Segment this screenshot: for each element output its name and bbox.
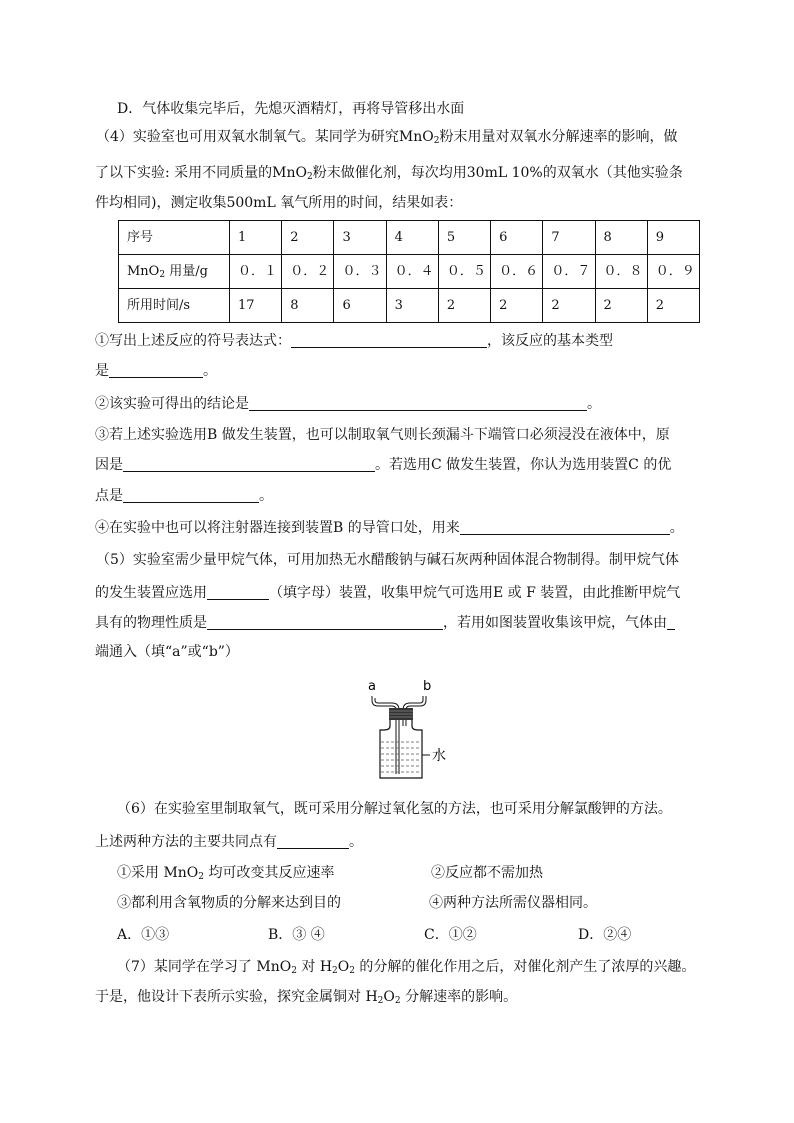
q5-line-4: 端通入（填“a”或“b”） xyxy=(95,644,239,660)
q4-sub3-line-1: ③若上述实验选用B 做发生装置，也可以制取氧气则长颈漏斗下端管口必须浸没在液体中，原 xyxy=(95,427,670,443)
table-cell: 9 xyxy=(647,221,699,255)
answer-blank[interactable] xyxy=(123,488,259,503)
table-cell: 1 xyxy=(230,221,282,255)
table-cell: 3 xyxy=(334,221,386,255)
q7-line-1: （7）某同学在学习了 MnO$_2$ 对 $H_2O_2$ 的分解的催化作用之后，对催化剂产生了浓厚的兴趣。 xyxy=(117,959,696,976)
table-cell: ０．５ xyxy=(438,255,490,289)
table-cell: 3 xyxy=(386,289,438,323)
answer-blank[interactable] xyxy=(123,457,375,472)
q5-line-2: 的发生装置应选用 （填字母）装置，收集甲烷气可选用E 或 F 装置，由此推断甲烷气 xyxy=(95,585,681,601)
table-cell: ０．６ xyxy=(491,255,543,289)
table-cell: 2 xyxy=(595,289,647,323)
q4-intro-line-3: 件均相同)，测定收集500mL 氧气所用的时间，结果如表： xyxy=(95,195,463,211)
table-cell: ０．１ xyxy=(230,255,282,289)
q4-intro-line-1: （4）实验室也可用双氧水制氧气。某同学为研究MnO$_2$粉末用量对双氧水分解速率的影响，做 xyxy=(96,129,678,146)
table-cell: 17 xyxy=(230,289,282,323)
table-time-label: 所用时间/s xyxy=(119,289,230,323)
table-row-index xyxy=(119,221,700,255)
q6-line-2: 上述两种方法的主要共同点有 。 xyxy=(95,834,363,850)
q4-sub1-line-1: ①写出上述反应的符号表达式： ，该反应的基本类型 xyxy=(95,333,613,349)
q6-option-4: ④两种方法所需仪器相同。 xyxy=(429,895,597,911)
table-row-mass xyxy=(119,255,700,289)
table-cell: 2 xyxy=(647,289,699,323)
option-d: D．气体收集完毕后，先熄灭酒精灯，再将导管移出水面 xyxy=(117,101,465,117)
table-cell: ０．９ xyxy=(647,255,699,289)
q4-intro-line-2: 了以下实验: 采用不同质量的MnO$_2$粉末做催化剂，每次均用30mL 10%的双氧水（其他实验条 xyxy=(95,165,683,182)
choice-c[interactable]: C．①② xyxy=(424,927,477,943)
table-cell: ０．８ xyxy=(595,255,647,289)
q5-line-3: 具有的物理性质是 ，若用如图装置收集该甲烷，气体由 xyxy=(95,615,675,630)
table-mass-label: MnO$_2$ 用量/g xyxy=(119,255,230,289)
table-row-time xyxy=(119,289,700,323)
table-header-label: 序号 xyxy=(119,221,230,255)
q6-option-1: ①采用 MnO$_2$ 均可改变其反应速率 xyxy=(117,865,335,882)
tube-b-label: b xyxy=(423,679,432,694)
table-cell: 7 xyxy=(543,221,595,255)
table-cell: 2 xyxy=(491,289,543,323)
answer-blank[interactable] xyxy=(207,585,269,600)
q5-line-1: （5）实验室需少量甲烷气体，可用加热无水醋酸钠与碱石灰两种固体混合物制得。制甲烷气体 xyxy=(96,552,679,568)
table-cell: 5 xyxy=(438,221,490,255)
q4-sub3-line-3: 点是 。 xyxy=(95,488,273,504)
answer-blank[interactable] xyxy=(667,615,675,630)
table-cell: 6 xyxy=(491,221,543,255)
answer-blank[interactable] xyxy=(249,396,587,411)
table-cell: 2 xyxy=(282,221,334,255)
answer-blank[interactable] xyxy=(109,363,203,378)
table-cell: ０．２ xyxy=(282,255,334,289)
rubber-stopper xyxy=(389,708,413,720)
water-label: 水 xyxy=(432,748,446,764)
tube-a-label: a xyxy=(368,679,376,694)
mno2-data-table xyxy=(118,220,700,323)
answer-blank[interactable] xyxy=(291,333,487,348)
table-cell: 8 xyxy=(282,289,334,323)
tube-a xyxy=(372,696,399,774)
table-cell: ０．７ xyxy=(543,255,595,289)
choice-a[interactable]: A．①③ xyxy=(117,927,170,943)
q6-line-1: （6）在实验室里制取氧气，既可采用分解过氧化氢的方法，也可采用分解氯酸钾的方法。 xyxy=(117,801,672,817)
answer-blank[interactable] xyxy=(207,615,443,630)
q6-option-3: ③都利用含氧物质的分解来达到目的 xyxy=(117,895,341,911)
q6-option-2: ②反应都不需加热 xyxy=(431,865,543,881)
q7-line-2: 于是，他设计下表所示实验，探究金属铜对 $H_2O_2$ 分解速率的影响。 xyxy=(95,989,518,1006)
bottle xyxy=(380,720,422,778)
gas-bottle-diagram xyxy=(360,676,470,786)
q4-sub1-line-2: 是 。 xyxy=(95,363,217,379)
water xyxy=(381,742,421,772)
answer-blank[interactable] xyxy=(277,834,349,849)
table-cell: 4 xyxy=(386,221,438,255)
table-cell: 2 xyxy=(438,289,490,323)
choice-b[interactable]: B．③ ④ xyxy=(268,927,325,943)
answer-blank[interactable] xyxy=(460,520,670,535)
table-cell: 2 xyxy=(543,289,595,323)
q4-sub3-line-2: 因是 。若选用C 做发生装置，你认为选用装置C 的优 xyxy=(95,457,672,473)
table-cell: ０．４ xyxy=(386,255,438,289)
choice-d[interactable]: D．②④ xyxy=(578,927,632,943)
table-cell: ０．３ xyxy=(334,255,386,289)
q4-sub4: ④在实验中也可以将注射器连接到装置B 的导管口处，用来 。 xyxy=(95,520,684,536)
table-cell: 6 xyxy=(334,289,386,323)
table-cell: 8 xyxy=(595,221,647,255)
q4-sub2: ②该实验可得出的结论是 。 xyxy=(95,396,601,412)
